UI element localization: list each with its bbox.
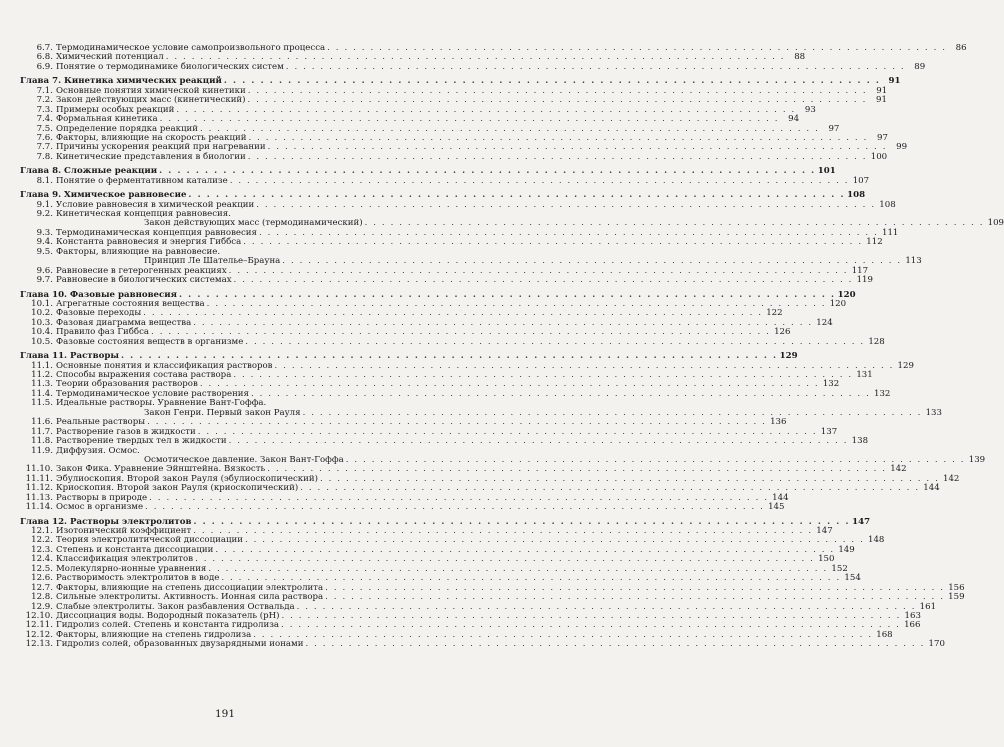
entry-title: Степень и константа диссоциации xyxy=(56,544,214,555)
entry-title: Факторы, влияющие на скорость реакций xyxy=(56,132,247,143)
page-ref: 99 xyxy=(896,142,908,153)
section-number: 11.9. xyxy=(31,445,53,456)
dot-leader xyxy=(251,390,870,399)
page-ref: 142 xyxy=(943,473,960,484)
section-number: 11.11. xyxy=(25,473,53,484)
page-ref: 144 xyxy=(772,492,789,503)
section-number: 10.3. xyxy=(31,317,53,328)
entry-title: Определение порядка реакций xyxy=(56,123,198,134)
page-ref: 148 xyxy=(868,535,885,546)
entry-title: Слабые электролиты. Закон разбавления Оствальда xyxy=(56,601,295,612)
entry-title: Примеры особых реакций xyxy=(56,104,175,115)
page-ref: 132 xyxy=(822,379,840,390)
page-ref: 149 xyxy=(838,544,855,555)
section-number: 12.13. xyxy=(25,639,53,650)
entry-title: Гидролиз солей. Степень и константа гидролиза xyxy=(56,620,280,631)
page-ref: 147 xyxy=(852,516,871,527)
entry-title: Фазовые состояния веществ в организме xyxy=(56,336,244,347)
page-ref: 142 xyxy=(890,464,907,475)
entry-title: Химический потенциал xyxy=(56,52,164,63)
section-number: 7.8. xyxy=(36,151,53,162)
entry-title: Глава 10. Фазовые равновесия xyxy=(20,289,177,300)
page-ref: 109 xyxy=(987,218,1004,229)
page-ref: 139 xyxy=(968,454,986,465)
section-number: 12.12. xyxy=(25,629,53,640)
page-ref: 113 xyxy=(905,256,922,267)
entry-title: Факторы, влияющие на степень диссоциации электролита xyxy=(56,582,324,593)
page-ref: 136 xyxy=(770,417,787,428)
entry-title: Закон действующих масс (термодинамический) xyxy=(144,218,363,229)
entry-title: Эбулиоскопия. Второй закон Рауля (эбулиоскопический) xyxy=(56,473,318,484)
page-ref: 124 xyxy=(816,317,833,328)
section-number: 12.3. xyxy=(31,544,53,555)
entry-title: Принцип Ле Шателье–Брауна xyxy=(144,256,281,267)
entry-title: Термодинамическое условие самопроизвольного процесса xyxy=(56,43,326,53)
dot-leader xyxy=(305,640,924,649)
page-ref: 166 xyxy=(904,620,921,631)
entry-title: Равновесие в биологических системах xyxy=(56,275,232,286)
section-number: 12.1. xyxy=(31,526,53,536)
entry-title: Кинетическая концепция равновесия. xyxy=(56,209,231,219)
page-ref: 108 xyxy=(847,190,866,201)
section-number: 11.7. xyxy=(31,426,53,437)
page-ref: 145 xyxy=(768,502,785,513)
section-number: 11.12. xyxy=(25,483,53,494)
entry-title: Растворы в природе xyxy=(56,492,148,503)
toc-entry xyxy=(20,151,888,162)
entry-title: Сильные электролиты. Активность. Ионная сила раствора xyxy=(56,592,324,603)
entry-title: Глава 7. Кинетика химических реакций xyxy=(20,76,222,87)
page-ref: 131 xyxy=(856,370,873,380)
toc-entry xyxy=(20,502,785,513)
page-ref: 88 xyxy=(794,52,806,63)
section-number: 12.6. xyxy=(31,573,53,584)
entry-title: Фазовая диаграмма вещества xyxy=(56,317,192,328)
section-number: 12.2. xyxy=(31,535,53,546)
entry-title: Способы выражения состава раствора xyxy=(56,370,232,380)
section-number: 11.1. xyxy=(31,360,53,371)
section-number: 10.1. xyxy=(31,298,53,309)
toc-entry xyxy=(20,336,885,347)
entry-title: Растворение твердых тел в жидкости xyxy=(56,436,227,447)
page-ref: 126 xyxy=(774,327,791,338)
entry-title: Основные понятия и классификация растворов xyxy=(56,360,273,371)
page-ref: 93 xyxy=(804,104,816,115)
entry-title: Закон Фика. Уравнение Эйнштейна. Вязкость xyxy=(56,464,266,475)
page-ref: 86 xyxy=(955,43,967,53)
section-number: 6.7. xyxy=(36,43,53,53)
section-number: 6.9. xyxy=(36,61,53,72)
section-number: 8.1. xyxy=(36,175,53,186)
entry-text xyxy=(20,153,246,162)
section-number: 9.6. xyxy=(36,265,53,276)
entry-text xyxy=(20,447,140,456)
page-ref: 163 xyxy=(904,610,921,621)
section-number: 12.4. xyxy=(31,554,53,565)
entry-text xyxy=(20,177,228,186)
entry-title: Понятие о ферментативном катализе xyxy=(56,175,228,186)
toc-entry xyxy=(20,175,870,186)
entry-text xyxy=(20,503,143,512)
page-ref: 91 xyxy=(876,95,887,106)
page-ref: 112 xyxy=(866,237,883,248)
section-number: 7.1. xyxy=(36,85,53,96)
entry-text xyxy=(20,276,232,285)
section-number: 11.2. xyxy=(31,370,53,380)
entry-title: Термодинамическое условие растворения xyxy=(56,388,249,399)
section-number: 12.10. xyxy=(25,610,53,621)
section-number: 12.7. xyxy=(31,582,53,593)
section-number: 12.5. xyxy=(31,563,53,574)
page-ref: 97 xyxy=(828,123,840,134)
entry-title: Осмос в организме xyxy=(56,502,144,513)
page-ref: 138 xyxy=(851,436,869,447)
entry-title: Идеальные растворы. Уравнение Вант-Гоффа. xyxy=(56,398,267,409)
entry-title: Константа равновесия и энергия Гиббса xyxy=(56,237,242,248)
entry-title: Глава 12. Растворы электролитов xyxy=(20,516,192,527)
section-number: 10.5. xyxy=(31,336,53,347)
section-number: 7.4. xyxy=(36,114,53,125)
dot-leader xyxy=(256,201,875,210)
entry-title: Условие равновесия в химической реакции xyxy=(56,199,255,210)
page-ref: 133 xyxy=(925,407,942,418)
page-ref: 91 xyxy=(876,85,888,96)
page-ref: 122 xyxy=(766,308,783,319)
toc-entry xyxy=(20,639,945,650)
entry-title: Диффузия. Осмос. xyxy=(56,445,140,456)
entry-title: Факторы, влияющие на степень гидролиза xyxy=(56,629,252,640)
entry-title: Теории образования растворов xyxy=(56,379,198,390)
entry-title: Термодинамическая концепция равновесия xyxy=(56,227,257,238)
section-number: 12.11. xyxy=(25,620,53,631)
page-ref: 91 xyxy=(888,76,901,87)
entry-title: Гидролиз солей, образованных двузарядными ионами xyxy=(56,639,304,650)
entry-text xyxy=(20,338,243,347)
entry-title: Формальная кинетика xyxy=(56,114,158,125)
section-number: 9.3. xyxy=(36,227,53,238)
section-number: 6.8. xyxy=(36,52,53,63)
dot-leader xyxy=(234,276,853,285)
section-number: 9.4. xyxy=(36,237,53,248)
entry-title: Растворение газов в жидкости xyxy=(56,426,196,437)
entry-title: Классификация электролитов xyxy=(56,554,194,565)
section-number: 11.5. xyxy=(31,398,53,409)
entry-title: Закон действующих масс (кинетический) xyxy=(56,95,246,106)
page-ref: 150 xyxy=(818,554,835,565)
page-ref: 147 xyxy=(816,526,833,536)
entry-title: Кинетические представления в биологии xyxy=(56,151,246,162)
page-ref: 152 xyxy=(831,563,848,574)
section-number: 9.5. xyxy=(36,246,53,257)
page-ref: 156 xyxy=(948,582,965,593)
section-number: 7.5. xyxy=(36,123,53,134)
page-ref: 111 xyxy=(882,227,899,238)
section-number: 7.7. xyxy=(36,142,53,153)
section-number: 9.1. xyxy=(36,199,53,210)
page-ref: 89 xyxy=(914,61,926,72)
entry-title: Молекулярно-ионные уравнения xyxy=(56,563,207,574)
entry-title: Изотонический коэффициент xyxy=(56,526,192,536)
page-ref: 119 xyxy=(856,275,873,286)
entry-title: Правило фаз Гиббса xyxy=(56,327,150,338)
dot-leader xyxy=(245,338,864,347)
entry-title: Факторы, влияющие на равновесие. xyxy=(56,246,221,257)
section-number: 7.3. xyxy=(36,104,53,115)
entry-title: Реальные растворы xyxy=(56,417,146,428)
page-ref: 129 xyxy=(897,360,914,371)
section-number: 11.10. xyxy=(25,464,53,475)
section-number: 9.2. xyxy=(36,209,53,219)
entry-title: Равновесие в гетерогенных реакциях xyxy=(56,265,227,276)
page-ref: 154 xyxy=(844,573,861,584)
section-number: 11.4. xyxy=(31,388,53,399)
entry-text xyxy=(20,640,303,649)
entry-title: Глава 11. Растворы xyxy=(20,351,119,362)
dot-leader xyxy=(286,63,905,72)
toc-entry xyxy=(20,275,873,286)
page-ref: 161 xyxy=(919,601,937,612)
entry-title: Криоскопия. Второй закон Рауля (криоскопический) xyxy=(56,483,299,494)
page-ref: 120 xyxy=(829,298,847,309)
section-number: 11.14. xyxy=(25,502,53,513)
dot-leader xyxy=(243,238,862,247)
page-ref: 108 xyxy=(879,199,896,210)
entry-title: Закон Генри. Первый закон Рауля xyxy=(144,407,301,418)
dot-leader xyxy=(145,503,764,512)
entry-title: Глава 8. Сложные реакции xyxy=(20,166,158,177)
page-ref: 100 xyxy=(870,151,888,162)
page-ref: 168 xyxy=(876,629,893,640)
page-ref: 129 xyxy=(779,351,798,362)
page-ref: 170 xyxy=(928,639,945,650)
section-number: 7.6. xyxy=(36,132,53,143)
entry-title: Глава 9. Химическое равновесие xyxy=(20,190,187,201)
page-ref: 120 xyxy=(837,289,856,300)
page-number: 191 xyxy=(214,708,236,720)
entry-title: Понятие о термодинамике биологических систем xyxy=(56,61,284,72)
entry-text xyxy=(20,63,284,72)
entry-title: Агрегатные состояния вещества xyxy=(56,298,205,309)
page-ref: 144 xyxy=(923,483,940,494)
dot-leader xyxy=(248,153,867,162)
section-number: 7.2. xyxy=(36,95,53,106)
entry-title: Причины ускорения реакций при нагревании xyxy=(56,142,266,153)
section-number: 11.13. xyxy=(25,492,53,503)
entry-title: Диссоциация воды. Водородный показатель (pH) xyxy=(56,610,280,621)
entry-title: Осмотическое давление. Закон Вант-Гоффа xyxy=(144,454,344,465)
toc-entry xyxy=(20,61,926,72)
section-number: 12.8. xyxy=(31,592,53,603)
page-ref: 137 xyxy=(820,426,838,437)
section-number: 10.4. xyxy=(31,327,53,338)
table-of-contents xyxy=(20,43,1004,650)
page-ref: 107 xyxy=(852,175,870,186)
page-ref: 159 xyxy=(948,592,965,603)
entry-title: Теория электролитической диссоциации xyxy=(56,535,243,546)
page-ref: 128 xyxy=(868,336,885,347)
dot-leader xyxy=(230,177,849,186)
dot-leader xyxy=(229,437,848,446)
section-number: 11.8. xyxy=(31,436,53,447)
page-ref: 117 xyxy=(851,265,869,276)
section-number: 12.9. xyxy=(31,601,53,612)
entry-title: Растворимость электролитов в воде xyxy=(56,573,220,584)
page-ref: 94 xyxy=(788,114,800,125)
section-number: 10.2. xyxy=(31,308,53,319)
section-number: 9.7. xyxy=(36,275,53,286)
entry-title: Фазовые переходы xyxy=(56,308,142,319)
page-ref: 132 xyxy=(874,388,891,399)
section-number: 11.6. xyxy=(31,417,53,428)
page-ref: 101 xyxy=(817,166,836,177)
page-ref: 97 xyxy=(876,132,888,143)
entry-title: Основные понятия химической кинетики xyxy=(56,85,246,96)
section-number: 11.3. xyxy=(31,379,53,390)
